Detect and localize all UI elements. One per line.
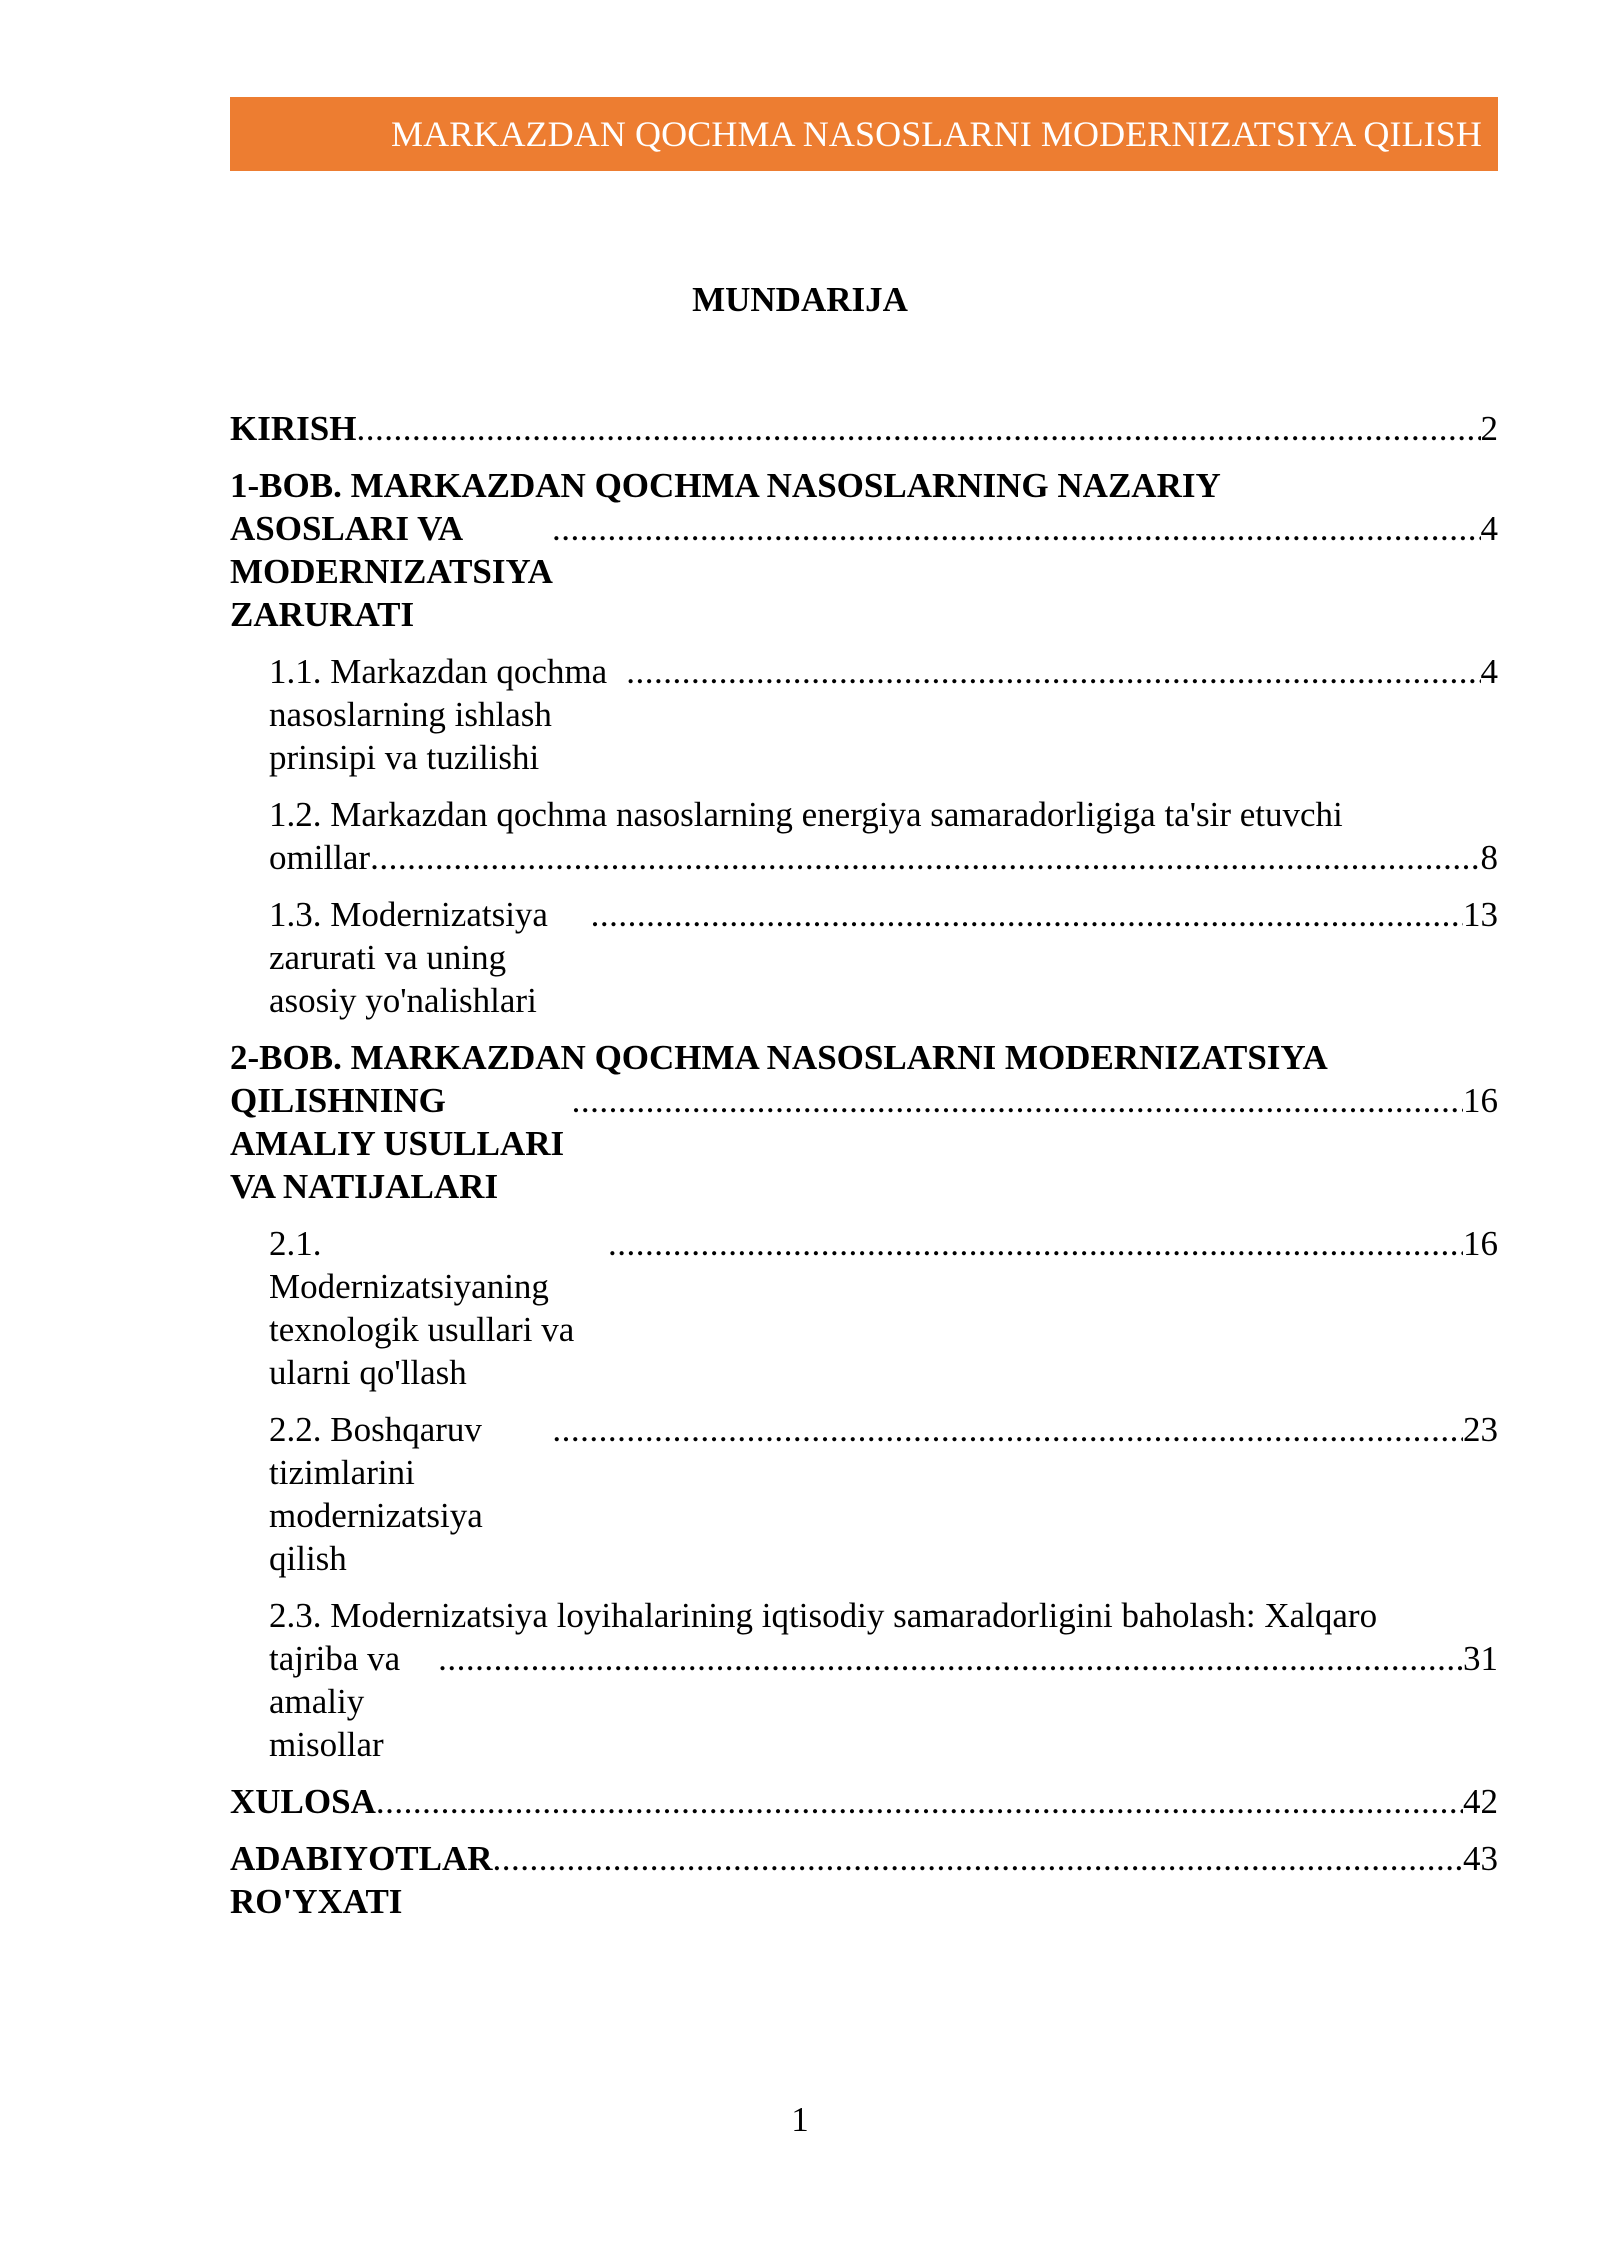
toc-entry[interactable] — [230, 1780, 1498, 1823]
document-header-bar — [230, 97, 1498, 171]
toc-entry-title: 1.3. Modernizatsiya zarurati va uning asosiy yo'nalishlari — [269, 895, 548, 1020]
toc-dot-leader — [552, 507, 1481, 550]
toc-entry[interactable] — [230, 793, 1498, 879]
toc-entry-title: 2.1. Modernizatsiyaning texnologik usullari va ularni qo'llash — [269, 1224, 575, 1392]
toc-dot-leader — [370, 836, 1480, 879]
toc-entry-page-number: 23 — [1463, 1410, 1498, 1449]
toc-entry-page-number: 42 — [1463, 1782, 1498, 1821]
toc-entry-title-line: 1.2. Markazdan qochma nasoslarning energiya samaradorligiga ta'sir etuvchi — [269, 795, 1343, 834]
toc-entry-title: ADABIYOTLAR RO'YXATI — [230, 1839, 493, 1921]
toc-entry[interactable] — [230, 1408, 1498, 1580]
toc-dot-leader — [356, 407, 1480, 450]
toc-entry-title: KIRISH — [230, 409, 357, 448]
toc-dot-leader — [493, 1837, 1463, 1880]
toc-entry[interactable] — [230, 1594, 1498, 1766]
toc-entry[interactable] — [230, 650, 1498, 779]
toc-entry-title-line: 2-BOB. MARKAZDAN QOCHMA NASOSLARNI MODERNIZATSIYA — [230, 1038, 1328, 1077]
toc-dot-leader — [608, 1222, 1463, 1265]
toc-dot-leader — [591, 893, 1463, 936]
toc-entry-title: omillar — [269, 838, 371, 877]
toc-entry[interactable] — [230, 407, 1498, 450]
toc-entry-title: QILISHNING AMALIY USULLARI VA NATIJALARI — [230, 1081, 565, 1206]
toc-entry-page-number: 8 — [1480, 838, 1498, 877]
document-header-title: MARKAZDAN QOCHMA NASOSLARNI MODERNIZATSIYA QILISH — [391, 114, 1482, 154]
toc-entry-title: 1.1. Markazdan qochma nasoslarning ishlash prinsipi va tuzilishi — [269, 652, 608, 777]
toc-entry-title: XULOSA — [230, 1782, 376, 1821]
toc-dot-leader — [552, 1408, 1463, 1451]
toc-entry-page-number: 4 — [1480, 652, 1498, 691]
toc-dot-leader — [376, 1780, 1463, 1823]
toc-entry-page-number: 16 — [1463, 1224, 1498, 1263]
toc-dot-leader — [626, 650, 1480, 693]
toc-entry[interactable] — [230, 464, 1498, 636]
toc-entry-title: tajriba va amaliy misollar — [269, 1639, 401, 1764]
toc-entry-title-line: 2.3. Modernizatsiya loyihalarining iqtisodiy samaradorligini baholash: Xalqaro — [269, 1596, 1378, 1635]
toc-entry-title: 2.2. Boshqaruv tizimlarini modernizatsiya qilish — [269, 1410, 483, 1578]
toc-entry-page-number: 31 — [1463, 1639, 1498, 1678]
page-number: 1 — [791, 2100, 809, 2139]
toc-entry-title: ASOSLARI VA MODERNIZATSIYA ZARURATI — [230, 509, 551, 634]
toc-entry[interactable] — [230, 893, 1498, 1022]
toc-entry[interactable] — [230, 1837, 1498, 1923]
toc-entry[interactable] — [230, 1222, 1498, 1394]
toc-entry-page-number: 2 — [1480, 409, 1498, 448]
toc-heading: MUNDARIJA — [692, 280, 908, 319]
toc-dot-leader — [572, 1079, 1463, 1122]
toc-entry[interactable] — [230, 1036, 1498, 1208]
toc-entry-page-number: 13 — [1463, 895, 1498, 934]
toc-dot-leader — [438, 1637, 1463, 1680]
toc-entry-page-number: 43 — [1463, 1839, 1498, 1878]
toc-entry-title-line: 1-BOB. MARKAZDAN QOCHMA NASOSLARNING NAZARIY — [230, 466, 1221, 505]
toc-entry-page-number: 16 — [1463, 1081, 1498, 1120]
toc-entry-page-number: 4 — [1480, 509, 1498, 548]
table-of-contents — [230, 407, 1498, 1937]
